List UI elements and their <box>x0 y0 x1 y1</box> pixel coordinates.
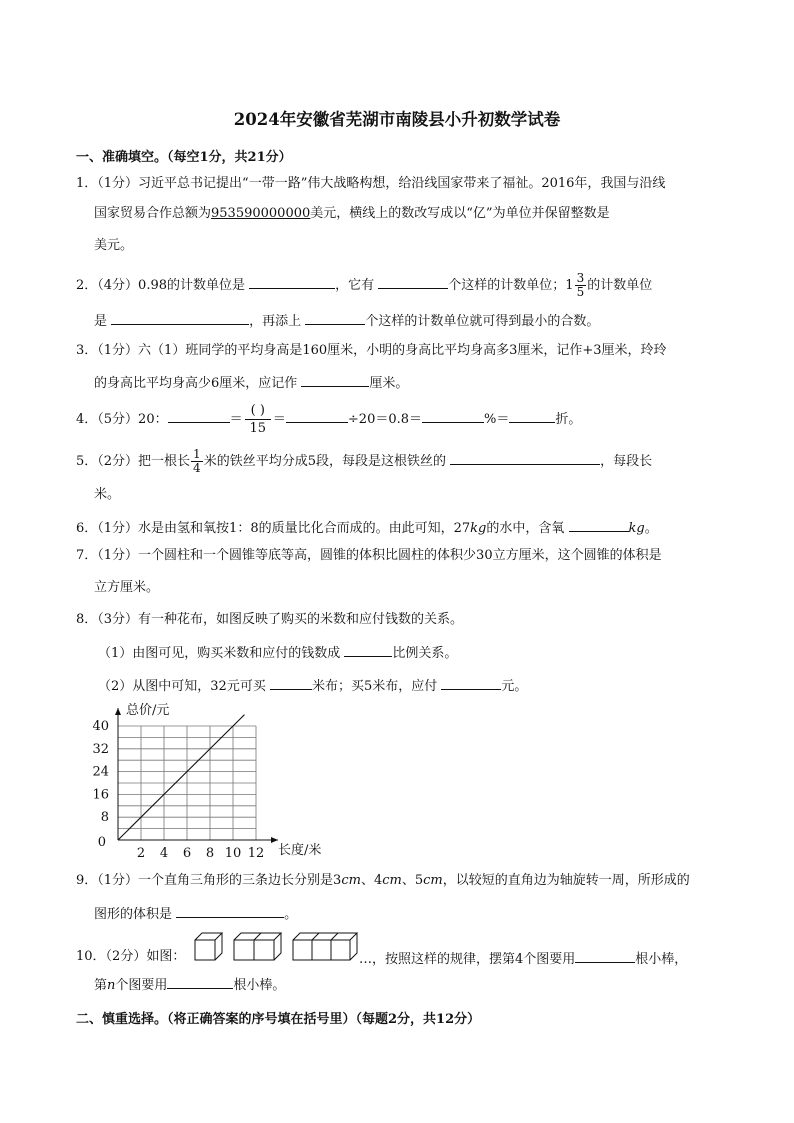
q1-line-2: 国家贸易合作总额为953590000000美元，横线上的数改写成以“亿”为单位并保留整数是 <box>94 206 610 221</box>
section-1-heading: 一、准确填空。（每空1分，共21分） <box>76 150 292 165</box>
q8-blank-3[interactable] <box>441 676 501 690</box>
x-tick-label: 6 <box>182 846 192 861</box>
q3-line-2: 的身高比平均身高少6厘米，应记作 厘米。 <box>94 373 408 392</box>
x-tick-label: 12 <box>247 846 265 861</box>
x-axis-title: 长度/米 <box>278 843 322 858</box>
q1-line-1: 1．（1分）习近平总书记提出“一带一路”伟大战略构想，给沿线国家带来了福祉。2016年，我国与沿线 <box>76 176 666 191</box>
q4-line: 4．（5分）20： ＝ $\frac{( )}{15}$ ＝ ÷20＝0.8＝ %＝ 折。 <box>76 403 582 436</box>
y-tick-label: 32 <box>92 741 109 757</box>
q2-blank-2[interactable] <box>378 275 448 289</box>
q10-blank-2[interactable] <box>167 975 233 989</box>
q2-blank-3[interactable] <box>111 311 249 325</box>
q8-sub-1: （1）由图可见，购买米数和应付的钱数成 比例关系。 <box>98 643 457 662</box>
series-line <box>118 715 245 840</box>
q2-fraction: $\frac{3}{5}$ <box>576 271 585 299</box>
q8-sub-2: （2）从图中可知，32元可买 米布；买5米布，应付 元。 <box>98 676 527 695</box>
q9-line-2: 图形的体积是 。 <box>94 904 297 923</box>
y-tick-label: 16 <box>92 787 109 803</box>
q8-line-1: 8．（3分）有一种花布，如图反映了购买的米数和应付钱数的关系。 <box>76 612 464 627</box>
q5-blank[interactable] <box>450 451 600 465</box>
q4-blank-3[interactable] <box>422 409 484 423</box>
q5-line-1: 5．（2分）把一根长 $\frac{1}{4}$ 米的铁丝平均分成5段，每段是这根铁丝的 ，每段长 <box>76 447 653 475</box>
price-length-chart <box>86 700 346 866</box>
x-tick-label: 10 <box>224 846 242 861</box>
q10-blank-1[interactable] <box>575 949 635 963</box>
q8-blank-1[interactable] <box>344 643 392 657</box>
q4-blank-2[interactable] <box>286 409 348 423</box>
q1-number: 953590000000 <box>211 206 311 221</box>
q7-line-2: 立方厘米。 <box>94 580 160 595</box>
q2-blank-1[interactable] <box>249 275 335 289</box>
stick-cubes-figure <box>192 930 360 964</box>
q4-blank-1[interactable] <box>168 409 230 423</box>
y-axis-arrow <box>115 708 121 715</box>
y-tick-label: 24 <box>92 764 109 780</box>
y-axis-title: 总价/元 <box>126 703 170 718</box>
y-tick-label: 40 <box>92 719 109 734</box>
q2-blank-4[interactable] <box>305 311 365 325</box>
q10-line-2: 第n个图要用 根小棒。 <box>94 975 285 994</box>
q5-line-2: 米。 <box>94 487 121 502</box>
y-tick-label: 8 <box>100 810 109 826</box>
section-2-heading: 二、慎重选择。（将正确答案的序号填在括号里）（每题2分，共12分） <box>76 1012 481 1027</box>
q2-line-1: 2．（4分）0.98的计数单位是 ，它有 个这样的计数单位；1 $\frac{3}{5}$ 的计数单位 <box>76 271 653 299</box>
q4-fraction: $\frac{( )}{15}$ <box>245 402 271 437</box>
q4-blank-4[interactable] <box>509 409 555 423</box>
q9-line-1: 9．（1分）一个直角三角形的三条边长分别是3cm、4cm、5cm，以较短的直角边为轴旋转一周，所形成的 <box>76 873 690 888</box>
q8-blank-2[interactable] <box>270 676 312 690</box>
q1-line-3: 美元。 <box>94 238 134 253</box>
q9-blank[interactable] <box>176 904 284 918</box>
q10-line-1-rest: …，按照这样的规律，摆第4个图要用 根小棒， <box>359 949 687 968</box>
q3-line-1: 3．（1分）六（1）班同学的平均身高是160厘米，小明的身高比平均身高多3厘米，记作+3厘米，玲玲 <box>76 343 667 358</box>
q6-line: 6．（1分）水是由氢和氧按1：8的质量比化合而成的。由此可知，27kg的水中，含氧 kg。 <box>76 518 658 537</box>
origin-label: 0 <box>97 835 106 850</box>
q7-line-1: 7．（1分）一个圆柱和一个圆锥等底等高，圆锥的体积比圆柱的体积少30立方厘米，这个圆锥的体积是 <box>76 548 662 563</box>
cube-figure-1 <box>195 933 222 960</box>
q3-blank[interactable] <box>301 373 369 387</box>
q5-fraction: $\frac{1}{4}$ <box>193 447 201 475</box>
x-tick-label: 8 <box>205 846 215 861</box>
x-tick-label: 2 <box>136 846 146 861</box>
cube-figure-3 <box>293 933 357 960</box>
x-tick-label: 4 <box>159 846 169 861</box>
page-title: 2024年安徽省芜湖市南陵县小升初数学试卷 <box>233 110 561 129</box>
q10-line-1: 10．（2分）如图： <box>76 949 186 964</box>
q2-line-2: 是 ，再添上 个这样的计数单位就可得到最小的合数。 <box>94 311 599 330</box>
q6-blank[interactable] <box>569 518 629 532</box>
x-axis-arrow <box>271 837 278 843</box>
cube-figure-2 <box>234 933 281 960</box>
